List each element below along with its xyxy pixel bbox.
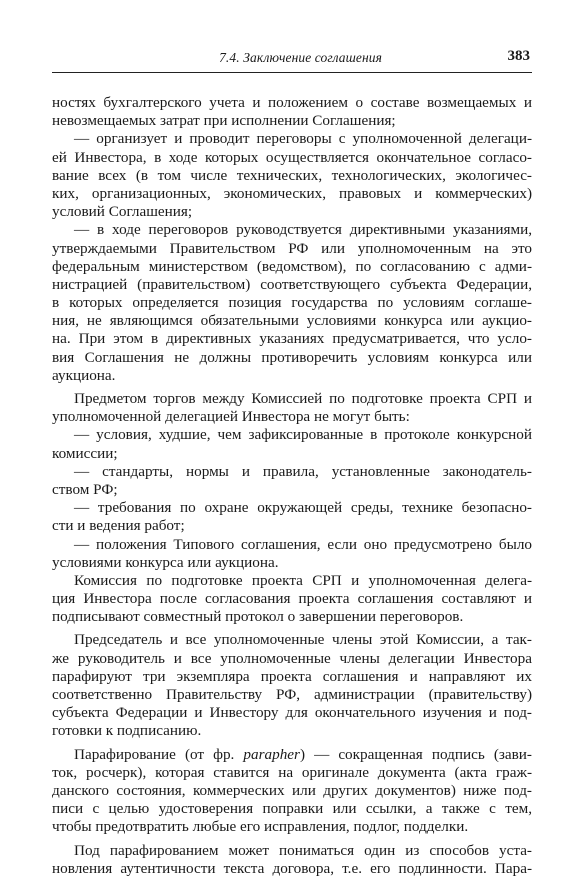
text-line: утверждаемыми Правительством РФ или уполномоченным на это: [52, 239, 532, 257]
text-line: подписывают совместный протокол о завершении переговоров.: [52, 608, 464, 626]
text-line: чтобы предотвратить любые его исправления, подлог, подделки.: [52, 818, 469, 836]
text-line: Парафирование (от фр. parapher) — сокращенная подпись (зави-: [74, 745, 532, 763]
text-line: — положения Типового соглашения, если оно предусмотрено было: [74, 535, 532, 553]
text-line: невозмещаемых затрат при исполнении Соглашения;: [52, 112, 396, 130]
text-line: условий Соглашения;: [52, 203, 193, 221]
text-line: же руководитель и все уполномоченные члены делегации Инвестора: [52, 649, 532, 667]
text-line: — в ходе переговоров руководствуется директивными указаниями,: [74, 221, 532, 239]
text-line: ностях бухгалтерского учета и положением о составе возмещаемых и: [52, 94, 532, 111]
text-line: ством РФ;: [52, 480, 118, 498]
text-line: — требования по охране окружающей среды, технике безопасно-: [74, 499, 532, 517]
text-line: вание всех (в том числе технических, технологических, экологичес-: [52, 166, 532, 184]
text-line: Комиссия по подготовке проекта СРП и уполномоченная делега-: [74, 571, 532, 589]
text-line: сти и ведения работ;: [52, 517, 185, 535]
text-line: — стандарты, нормы и правила, установленные законодатель-: [74, 462, 532, 480]
text-line: ких, организационных, экономических, правовых и коммерческих): [52, 184, 532, 202]
running-title: 7.4. Заключение соглашения: [219, 50, 382, 65]
text-line: — организует и проводит переговоры с уполномоченной делегаци-: [74, 130, 532, 148]
text-line: ей Инвестора, в ходе которых осуществляется окончательное согласо-: [52, 148, 532, 166]
text-line: соответственно Правительству РФ, администрации (правительству): [52, 686, 532, 703]
text-line: — условия, худшие, чем зафиксированные в протоколе конкурсной: [74, 426, 532, 444]
text-line: писи с целью удостоверения поправки или ссылки, а также с тем,: [52, 800, 532, 818]
text-line: готовки к подписанию.: [52, 722, 202, 740]
text-line: парафируют три экземпляра проекта соглашения и направляют их: [52, 667, 532, 685]
text-line: в которых определяется позиция государства по условиям соглаше-: [52, 294, 532, 312]
text-line: условиями конкурса или аукциона.: [52, 553, 279, 571]
text-line: Под парафированием может пониматься один из способов уста-: [74, 841, 532, 859]
page-header: [52, 48, 532, 73]
text-line: новления аутентичности текста договора, т.е. его подлинности. Пара-: [52, 859, 532, 877]
text-line: на. При этом в директивных указаниях предусматривается, что усло-: [52, 330, 532, 348]
text-line: нистрацией (правительством) соответствующего субъекта Федерации,: [52, 275, 532, 293]
text-line: вия Соглашения не должны противоречить условиям конкурса или: [52, 348, 532, 366]
page-number: 383: [507, 48, 530, 64]
text-line: данского состояния, коммерческих или других документов) ниже под-: [52, 781, 532, 799]
text-line: Председатель и все уполномоченные члены этой Комиссии, а так-: [74, 631, 532, 649]
text-line: ния, не являющимся обязательными условиями конкурса или аукцио-: [52, 312, 532, 330]
text-line: ток, росчерк), которая ставится на оригинале документа (акта граж-: [52, 763, 532, 781]
text-line: субъекта Федерации и Инвестору для окончательного изучения и под-: [52, 704, 532, 722]
body-text: [52, 94, 532, 878]
text-line: федеральным министерством (ведомством), по согласованию с адми-: [52, 257, 532, 275]
foreign-term: parapher: [243, 745, 300, 763]
text-line: Предметом торгов между Комиссией по подготовке проекта СРП и: [74, 390, 532, 407]
text-line: ция Инвестора после согласования проекта соглашения составляют и: [52, 590, 532, 608]
text-line: уполномоченной делегацией Инвестора не могут быть:: [52, 408, 410, 426]
text-line: аукциона.: [52, 366, 116, 384]
text-line: комиссии;: [52, 444, 118, 462]
